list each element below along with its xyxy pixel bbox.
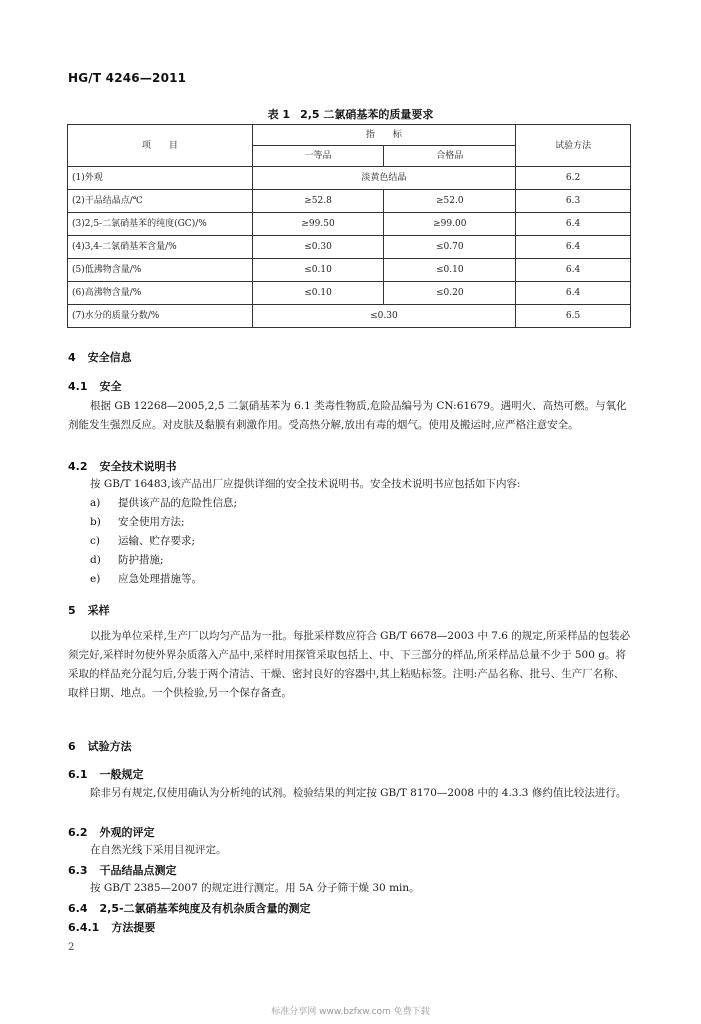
section-6-4-1-heading <box>68 919 155 935</box>
section-title: 安全技术说明书 <box>99 460 177 473</box>
list-text: 防护措施; <box>118 554 164 566</box>
row-method: 6.4 <box>516 236 631 259</box>
row-item: (5)低沸物含量/% <box>68 259 253 282</box>
table-row <box>68 236 631 259</box>
row-item: (1)外观 <box>68 167 253 190</box>
table-row <box>68 282 631 305</box>
footer-watermark: 标准分享网 www.bzfxw.com 免费下载 <box>271 1007 430 1017</box>
section-4-heading <box>68 349 132 365</box>
row-method: 6.5 <box>516 305 631 328</box>
table-row <box>68 259 631 282</box>
row-item: (7)水分的质量分数/% <box>68 305 253 328</box>
row-method: 6.4 <box>516 282 631 305</box>
table-row <box>68 167 631 190</box>
list-letter: e) <box>90 573 101 585</box>
section-title: 安全信息 <box>87 351 132 364</box>
section-number: 6 <box>68 740 76 753</box>
section-6-2-text: 在自然光线下采用目视评定。 <box>90 844 227 856</box>
header-grade-qualified: 合格品 <box>384 146 516 167</box>
section-title: 2,5-二氯硝基苯纯度及有机杂质含量的测定 <box>99 902 311 915</box>
row-qualified: ≤0.70 <box>384 236 516 259</box>
section-4-2-text: 按 GB/T 16483,该产品出厂应提供详细的安全技术说明书。安全技术说明书应包括如下内容: <box>90 478 521 490</box>
section-6-3-text: 按 GB/T 2385—2007 的规定进行测定。用 5A 分子筛干燥 30 min。 <box>90 882 420 894</box>
section-6-1-heading <box>68 766 144 782</box>
list-item <box>90 551 237 570</box>
table-title: 2,5 二氯硝基苯的质量要求 <box>300 108 434 121</box>
row-qualified: ≥52.0 <box>384 190 516 213</box>
row-first-grade: ≥52.8 <box>252 190 384 213</box>
row-merged-value: 淡黄色结晶 <box>252 167 516 190</box>
section-4-1-heading <box>68 378 122 394</box>
header-method: 试验方法 <box>516 125 631 167</box>
section-title: 试验方法 <box>87 740 132 753</box>
row-first-grade: ≤0.10 <box>252 259 384 282</box>
section-4-1-text: 根据 GB 12268—2005,2,5 二氯硝基苯为 6.1 类毒性物质,危险品编号为 CN:61679。遇明火、高热可燃。与氧化剂能发生强烈反应。对皮肤及黏膜有刺激作用。受高热分解,放出有毒的烟气。使用及搬运时,应严格注意安全。 <box>68 400 627 431</box>
row-merged-value: ≤0.30 <box>252 305 516 328</box>
section-number: 6.4 <box>68 902 88 915</box>
row-item: (2)干品结晶点/℃ <box>68 190 253 213</box>
section-title: 方法提要 <box>111 921 156 934</box>
section-6-2-heading <box>68 824 155 840</box>
list-text: 运输、贮存要求; <box>118 535 196 547</box>
section-title: 外观的评定 <box>99 826 155 839</box>
row-method: 6.4 <box>516 259 631 282</box>
list-item <box>90 570 237 589</box>
list-text: 安全使用方法; <box>118 516 185 528</box>
row-qualified: ≤0.20 <box>384 282 516 305</box>
table-caption <box>0 106 701 122</box>
header-index: 指 标 <box>252 125 516 146</box>
section-title: 一般规定 <box>99 768 144 781</box>
table-row <box>68 305 631 328</box>
section-number: 6.1 <box>68 768 88 781</box>
row-first-grade: ≤0.10 <box>252 282 384 305</box>
row-method: 6.2 <box>516 167 631 190</box>
header-item: 项 目 <box>68 125 253 167</box>
row-method: 6.4 <box>516 213 631 236</box>
section-6-3-heading <box>68 862 177 878</box>
row-method: 6.3 <box>516 190 631 213</box>
section-6-1-text: 除非另有规定,仅使用确认为分析纯的试剂。检验结果的判定按 GB/T 8170—2008 中的 4.3.3 修约值比较法进行。 <box>90 787 627 799</box>
section-title: 安全 <box>99 380 122 393</box>
section-number: 6.3 <box>68 864 88 877</box>
section-number: 4 <box>68 351 76 364</box>
section-6-4-heading <box>68 900 311 916</box>
table-row <box>68 213 631 236</box>
section-number: 4.1 <box>68 380 88 393</box>
row-qualified: ≥99.00 <box>384 213 516 236</box>
section-6-heading <box>68 738 132 754</box>
row-first-grade: ≤0.30 <box>252 236 384 259</box>
list-item <box>90 532 237 551</box>
header-grade-first: 一等品 <box>252 146 384 167</box>
table-row <box>68 190 631 213</box>
quality-requirements-table <box>67 124 631 328</box>
section-number: 4.2 <box>68 460 88 473</box>
row-item: (4)3,4-二氯硝基苯含量/% <box>68 236 253 259</box>
list-letter: d) <box>90 554 101 566</box>
row-item: (6)高沸物含量/% <box>68 282 253 305</box>
page-number: 2 <box>68 942 75 953</box>
list-letter: a) <box>90 497 101 509</box>
section-5-text: 以批为单位采样,生产厂以均匀产品为一批。每批采样数应符合 GB/T 6678—2003 中 7.6 的规定,所采样品的包装必须完好,采样时勿使外界杂质落入产品中,采样时用探管采取包括上、中、下三部分的样品,所采样品总量不少于 500 g。将采取的样品充分混匀后,分装于两个清洁、干燥、密封良好的容器中,其上粘贴标签。注明:产品名称、批号、生产厂名称、取样日期、地点。一个供检验,另一个保存备查。 <box>68 630 631 699</box>
row-item: (3)2,5-二氯硝基苯的纯度(GC)/% <box>68 213 253 236</box>
section-5-heading <box>68 602 110 618</box>
list-letter: c) <box>90 535 100 547</box>
list-letter: b) <box>90 516 101 528</box>
safety-content-list <box>90 494 237 589</box>
list-text: 应急处理措施等。 <box>118 573 202 585</box>
list-item <box>90 513 237 532</box>
table-label: 表 1 <box>267 108 291 121</box>
list-text: 提供该产品的危险性信息; <box>118 497 238 509</box>
section-number: 6.2 <box>68 826 88 839</box>
section-number: 6.4.1 <box>68 921 100 934</box>
section-title: 干品结晶点测定 <box>99 864 177 877</box>
list-item <box>90 494 237 513</box>
row-qualified: ≤0.10 <box>384 259 516 282</box>
standard-code: HG/T 4246—2011 <box>68 71 187 85</box>
row-first-grade: ≥99.50 <box>252 213 384 236</box>
section-4-2-heading <box>68 458 177 474</box>
section-number: 5 <box>68 604 76 617</box>
section-title: 采样 <box>87 604 110 617</box>
